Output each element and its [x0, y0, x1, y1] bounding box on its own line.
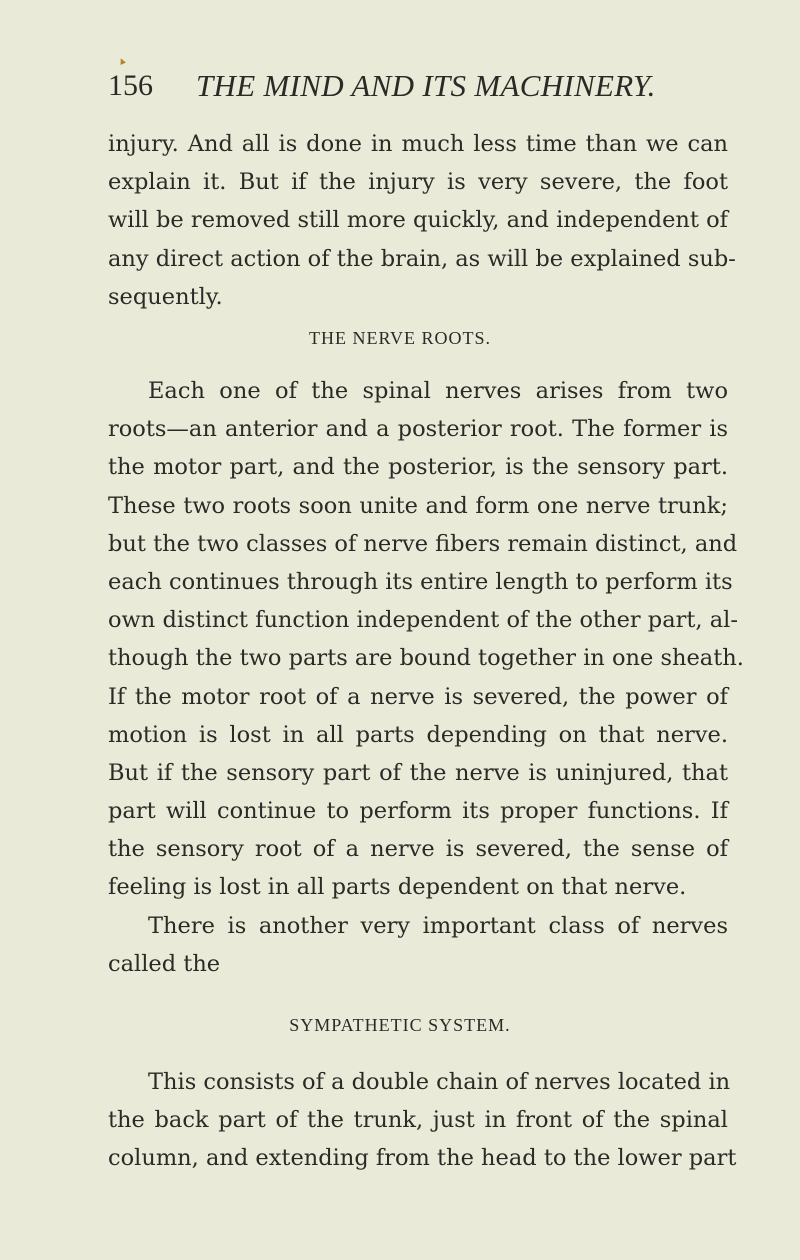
text-line: sequently. [108, 283, 223, 310]
text-line: the sensory root of a nerve is severed, the sense of [108, 836, 728, 863]
section-heading-sympathetic-system: SYMPATHETIC SYSTEM. [289, 1015, 511, 1035]
text-line: These two roots soon unite and form one nerve trunk; [108, 492, 728, 519]
text-line: column, and extending from the head to the lower part [108, 1145, 737, 1172]
text-line: explain it. But if the injury is very severe, the foot [108, 169, 728, 196]
page-number: 156 [108, 69, 153, 102]
text-line: the back part of the trunk, just in front of the spinal [108, 1107, 728, 1134]
text-line: but the two classes of nerve fibers remain distinct, and [108, 530, 738, 557]
text-line: motion is lost in all parts depending on that nerve. [108, 721, 728, 748]
running-title: THE MIND AND ITS MACHINERY. [196, 68, 656, 103]
paper-speck [118, 57, 126, 65]
text-line: though the two parts are bound together in one sheath. [108, 645, 744, 672]
text-line: If the motor root of a nerve is severed, the power of [108, 683, 728, 710]
paragraph-2 [108, 372, 744, 907]
section-heading-nerve-roots: THE NERVE ROOTS. [308, 328, 492, 348]
text-line: own distinct function independent of the other part, al- [108, 607, 738, 634]
page-header [108, 66, 708, 106]
text-line: There is another very important class of nerves [148, 913, 728, 939]
paragraph-3 [108, 907, 728, 983]
text-line: the motor part, and the posterior, is the sensory part. [108, 454, 728, 481]
text-line: roots—an anterior and a posterior root. The former is [108, 416, 728, 443]
text-line: injury. And all is done in much less time than we can [108, 131, 728, 157]
text-line: any direct action of the brain, as will be explained sub- [108, 245, 736, 272]
text-line: This consists of a double chain of nerves located in [148, 1069, 731, 1095]
text-line: each continues through its entire length to perform its [108, 568, 733, 595]
text-line: part will continue to perform its proper functions. If [108, 798, 728, 825]
text-line: But if the sensory part of the nerve is uninjured, that [108, 759, 728, 786]
text-line: called the [108, 951, 221, 978]
text-line: feeling is lost in all parts dependent on that nerve. [108, 874, 687, 901]
text-line: will be removed still more quickly, and independent of [108, 207, 728, 234]
paragraph-4 [108, 1063, 737, 1178]
paragraph-1 [108, 125, 736, 316]
text-line: Each one of the spinal nerves arises from two [148, 378, 728, 404]
